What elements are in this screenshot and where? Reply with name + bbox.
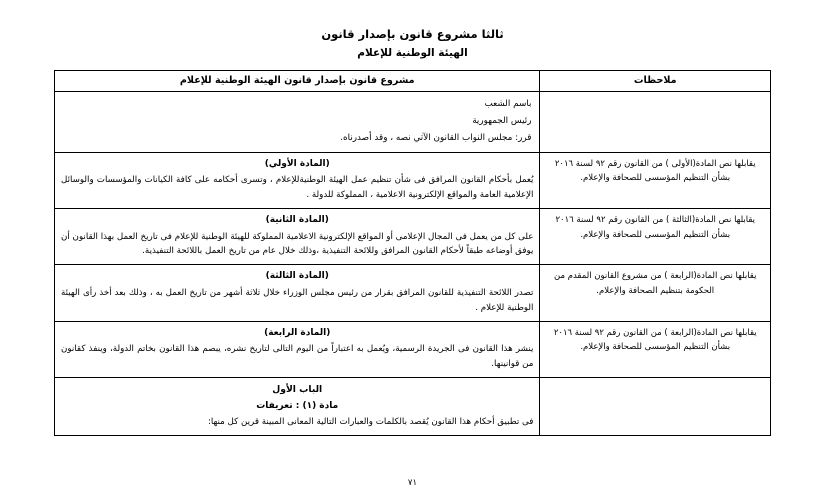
article-heading: (المادة الأولي) — [264, 158, 330, 169]
preamble-cell — [55, 91, 540, 152]
body-cell-article-1 — [55, 152, 540, 208]
article-text: على كل من يعمل فى المجال الإعلامى أو المواقع الإلكترونية الاعلامية المملوكة للهيئة الوطنية للإعلام فى تاريخ العمل بهذا القانون أن يوفق أوضاعه طبقاً لأحكام القانون المرافق وللائحة التنفيذية ،وذلك خلال عام من تاريخ العمل باللائحة التنفيذية. — [61, 231, 534, 257]
law-draft-table — [54, 70, 771, 436]
notes-text: يقابلها نص المادة(الرابعة ) من مشروع القانون المقدم من الحكومة بتنظيم الصحافة والإعلام. — [553, 271, 757, 296]
table-row — [55, 91, 771, 152]
table-row — [55, 209, 771, 265]
preamble-line-1: باسم الشعب — [484, 98, 532, 109]
column-header-body: مشروع قانون بإصدار قانون الهيئة الوطنية للإعلام — [55, 70, 540, 91]
body-cell-article-3 — [55, 265, 540, 321]
notes-text: يقابلها نص المادة(الأولى ) من القانون رقم ٩٢ لسنة ٢٠١٦ بشأن التنظيم المؤسسى للصحافة والإعلام. — [554, 158, 756, 184]
notes-cell-chapter-1 — [540, 377, 771, 435]
body-cell-article-4 — [55, 321, 540, 377]
chapter-heading: الباب الأول — [272, 383, 323, 395]
table-row — [55, 321, 771, 377]
article-text: يُعمل بأحكام القانون المرافق فى شأن تنظيم عمل الهيئة الوطنيةللإعلام ، وتسرى أحكامه على كافة الكيانات والمؤسسات والوسائل الإعلامية العامة والمواقع الإلكترونية الاعلامية ، المملوكة للدولة . — [61, 175, 534, 201]
notes-cell-empty — [540, 91, 771, 152]
article-heading: (المادة الثانية) — [265, 215, 329, 226]
notes-text: يقابلها نص المادة(الرابعة ) من القانون رقم ٩٢ لسنة ٢٠١٦ بشأن التنظيم المؤسسى للصحافة والإعلام. — [553, 327, 757, 353]
article-heading: (المادة الثالثة) — [265, 271, 329, 282]
article-heading: (المادة الرابعة) — [264, 327, 331, 338]
notes-cell-article-1 — [540, 152, 771, 208]
table-row — [55, 265, 771, 321]
article-text: ينشر هذا القانون فى الجريدة الرسمية، ويُعمل به اعتباراً من اليوم التالى لتاريخ نشره، يبصم هذا القانون بخاتم الدولة، وينفذ كقانون من قوانينها. — [61, 343, 534, 369]
notes-cell-article-2 — [540, 209, 771, 265]
table-header-row — [55, 70, 771, 91]
page-number: ٧١ — [407, 478, 418, 488]
notes-text — [546, 382, 764, 396]
preamble-line-2: رئيس الجمهورية — [472, 115, 532, 126]
notes-cell-article-4 — [540, 321, 771, 377]
body-cell-chapter-1 — [55, 377, 540, 435]
preamble-line-3: قرر: مجلس النواب القانون الآتي نصه ، وقد أصدرناه. — [340, 132, 532, 143]
definitions-intro-text: فى تطبيق أحكام هذا القانون يُقصد بالكلمات والعبارات التالية المعانى المبينة قرين كل منها: — [207, 416, 534, 427]
page-subtitle: الهيئة الوطنية للإعلام — [357, 46, 468, 59]
table-row — [55, 152, 771, 208]
page-title: ثالثا مشروع قانون بإصدار قانون — [321, 27, 504, 41]
notes-text: يقابلها نص المادة(الثالثة ) من القانون رقم ٩٢ لسنة ٢٠١٦ بشأن التنظيم المؤسسى للصحافة والإعلام. — [555, 215, 756, 240]
notes-cell-article-3 — [540, 265, 771, 321]
column-header-notes: ملاحظات — [540, 70, 771, 91]
table-row — [55, 377, 771, 435]
article-text: تصدر اللائحة التنفيذية للقانون المرافق بقرار من رئيس مجلس الوزراء خلال ثلاثة أشهر من تاريخ العمل به ، وذلك بعد أخذ رأى الهيئة الوطنية للإعلام . — [61, 287, 534, 313]
body-cell-article-2 — [55, 209, 540, 265]
article-definitions-label: مادة (١) : تعريفات — [256, 401, 339, 412]
